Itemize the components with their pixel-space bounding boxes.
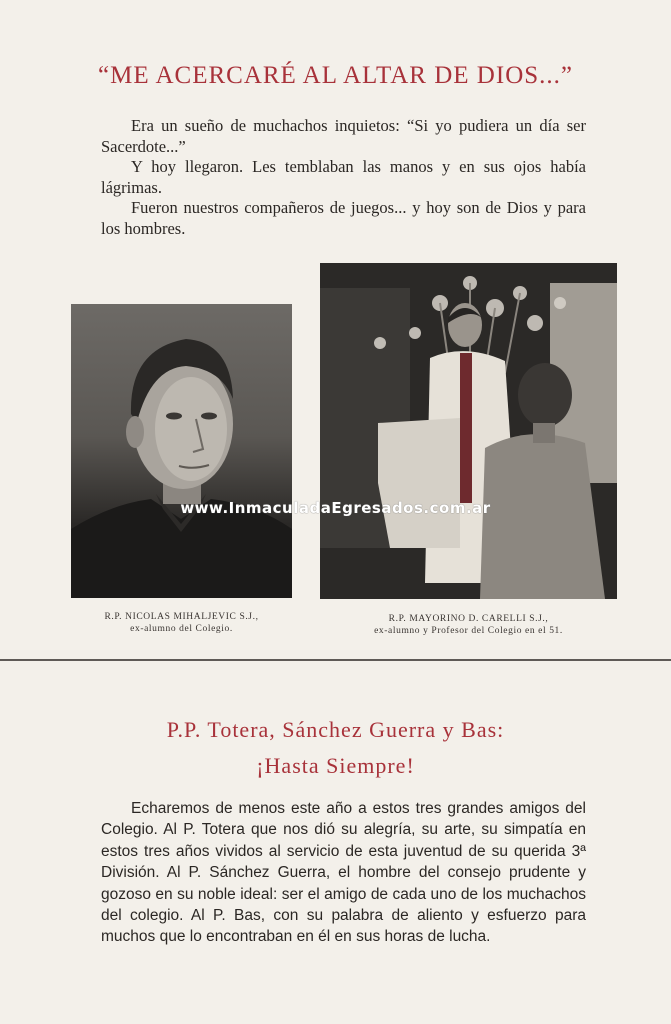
website-watermark: www.InmaculadaEgresados.com.ar [180, 499, 491, 517]
caption-name: R.P. NICOLAS MIHALJEVIC S.J., [104, 612, 259, 622]
intro-paragraph: Y hoy llegaron. Les temblaban las manos y en sus ojos había lágrimas. [101, 157, 586, 197]
portrait-illustration [71, 304, 292, 598]
caption-role: ex-alumno y Profesor del Colegio en el 51. [374, 626, 563, 636]
intro-paragraph: Fueron nuestros compañeros de juegos... y hoy son de Dios y para los hombres. [101, 198, 586, 238]
farewell-title-line1: P.P. Totera, Sánchez Guerra y Bas: [166, 717, 505, 742]
farewell-text [101, 798, 586, 948]
farewell-paragraph: Echaremos de menos este año a estos tres grandes amigos del Colegio. Al P. Totera que nos dió su alegría, su arte, su simpatía en estos tres años vividos al servicio de esta juventud de su querida 3ª División. Al P. Sánchez Guerra, el hombre del consejo prudente y gozoso en su noble ideal: ser el amigo de cada uno de los muchachos del colegio. Al P. Bas, con su palabra de aliento y esfuerzo para muchos que lo encontraban en él en sus horas de lucha. [101, 800, 586, 946]
altar-illustration [320, 263, 617, 599]
intro-paragraph: Era un sueño de muchachos inquietos: “Si yo pudiera un día ser Sacerdote...” [101, 116, 586, 156]
caption-name: R.P. MAYORINO D. CARELLI S.J., [388, 614, 549, 624]
section-title-altar: “ME ACERCARÉ AL ALTAR DE DIOS...” [98, 62, 573, 89]
photo-caption-mihaljevic [71, 611, 292, 635]
intro-text [101, 116, 586, 239]
portrait-photo-mihaljevic [71, 304, 292, 598]
photo-caption-carelli [320, 613, 617, 637]
section-title-farewell [0, 712, 671, 784]
section-divider [0, 659, 671, 661]
farewell-title-line2: ¡Hasta Siempre! [256, 753, 415, 778]
altar-photo-carelli [320, 263, 617, 599]
caption-role: ex-alumno del Colegio. [130, 624, 233, 634]
